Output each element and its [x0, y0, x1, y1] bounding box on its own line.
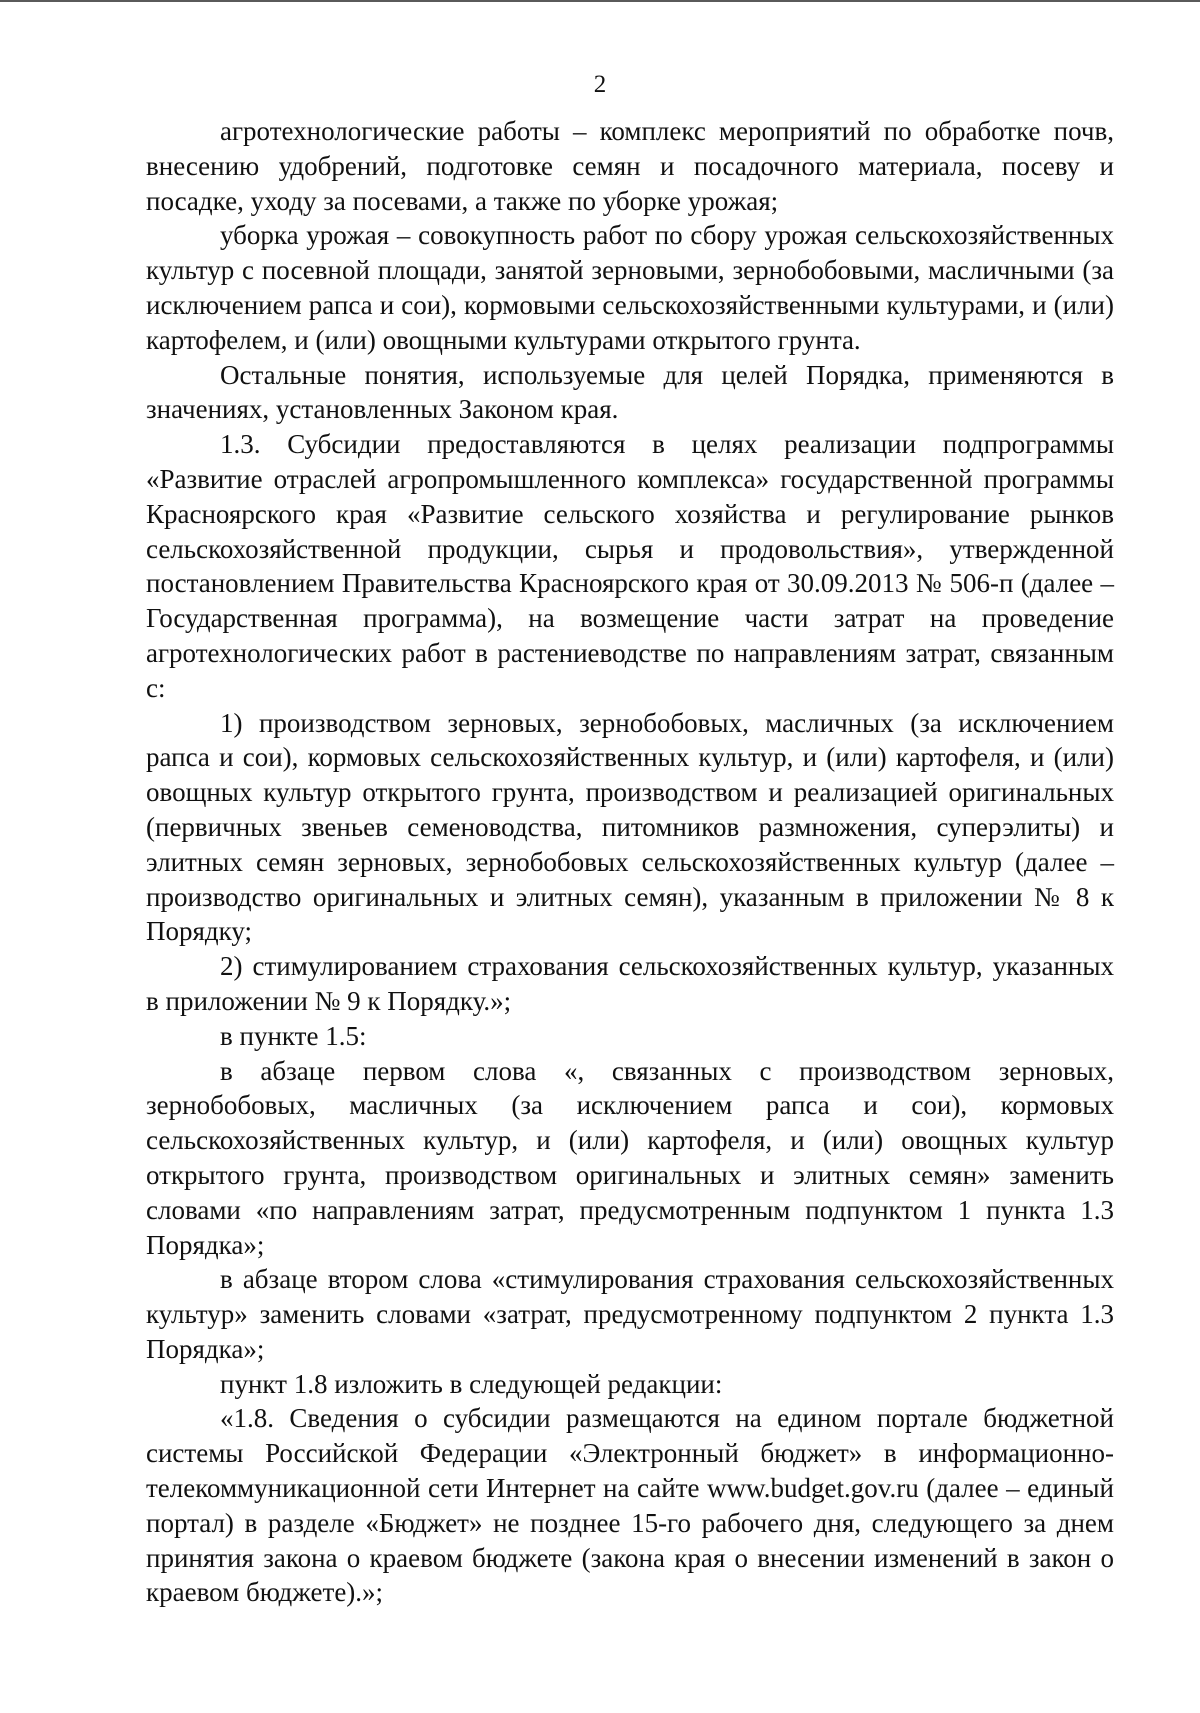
- paragraph-harvest-definition: уборка урожая – совокупность работ по сбору урожая сельскохозяйственных культур с посевной площади, занятой зерновыми, зернобобовыми, масличными (за исключением рапса и сои), кормовыми сельскохозяйственными культурами, и (или) картофелем, и (или) овощными культурами открытого грунта.: [146, 220, 1114, 355]
- paragraph-agrotech-works-definition: агротехнологические работы – комплекс мероприятий по обработке почв, внесению удобрений, подготовке семян и посадочного материала, посеву и посадке, уходу за посевами, а также по уборке урожая;: [146, 116, 1114, 216]
- paragraph-clause-1-8-intro: пункт 1.8 изложить в следующей редакции:: [220, 1368, 723, 1399]
- paragraph-clause-1-3: 1.3. Субсидии предоставляются в целях реализации подпрограммы «Развитие отраслей агропромышленного комплекса» государственной программы Красноярского края «Развитие сельского хозяйства и регулирование рынков сельскохозяйственной продукции, сырья и продовольствия», утвержденной постановлением Правительства Красноярского края от 30.09.2013 № 506-п (далее – Государственная программа), на возмещение части затрат на проведение агротехнологических работ в растениеводстве по направлениям затрат, связанным с:: [146, 429, 1114, 703]
- paragraph-clause-1-5-first-abzac: в абзаце первом слова «, связанных с производством зерновых, зернобобовых, масличных (за исключением рапса и сои), кормовых сельскохозяйственных культур, и (или) картофеля, и (или) овощных культур открытого грунта, производством оригинальных и элитных семян» заменить словами «по направлениям затрат, предусмотренным подпунктом 1 пункта 1.3 Порядка»;: [146, 1055, 1114, 1260]
- document-body: [146, 114, 1114, 1610]
- paragraph-subitem-1: 1) производством зерновых, зернобобовых, масличных (за исключением рапса и сои), кормовых сельскохозяйственных культур, и (или) картофеля, и (или) овощных культур открытого грунта, производством и реализацией оригинальных (первичных звеньев семеноводства, питомников размножения, суперэлиты) и элитных семян зерновых, зернобобовых сельскохозяйственных культур (далее – производство оригинальных и элитных семян), указанным в приложении № 8 к Порядку;: [146, 707, 1114, 947]
- scan-top-edge: [0, 0, 1200, 2]
- paragraph-subitem-2: 2) стимулированием страхования сельскохозяйственных культур, указанных в приложении № 9 к Порядку.»;: [146, 951, 1114, 1016]
- paragraph-clause-1-5-intro: в пункте 1.5:: [220, 1020, 367, 1051]
- paragraph-clause-1-8-text: «1.8. Сведения о субсидии размещаются на едином портале бюджетной системы Российской Федерации «Электронный бюджет» в информационно-телекоммуникационной сети Интернет на сайте www.budget.gov.ru (далее – единый портал) в разделе «Бюджет» не позднее 15-го рабочего дня, следующего за днем принятия закона о краевом бюджете (закона края о внесении изменений в закон о краевом бюджете).»;: [146, 1403, 1114, 1608]
- paragraph-clause-1-5-second-abzac: в абзаце втором слова «стимулирования страхования сельскохозяйственных культур» заменить словами «затрат, предусмотренному подпунктом 2 пункта 1.3 Порядка»;: [146, 1264, 1114, 1364]
- paragraph-other-terms: Остальные понятия, используемые для целей Порядка, применяются в значениях, установленных Законом края.: [146, 359, 1114, 425]
- page-number: 2: [593, 71, 607, 98]
